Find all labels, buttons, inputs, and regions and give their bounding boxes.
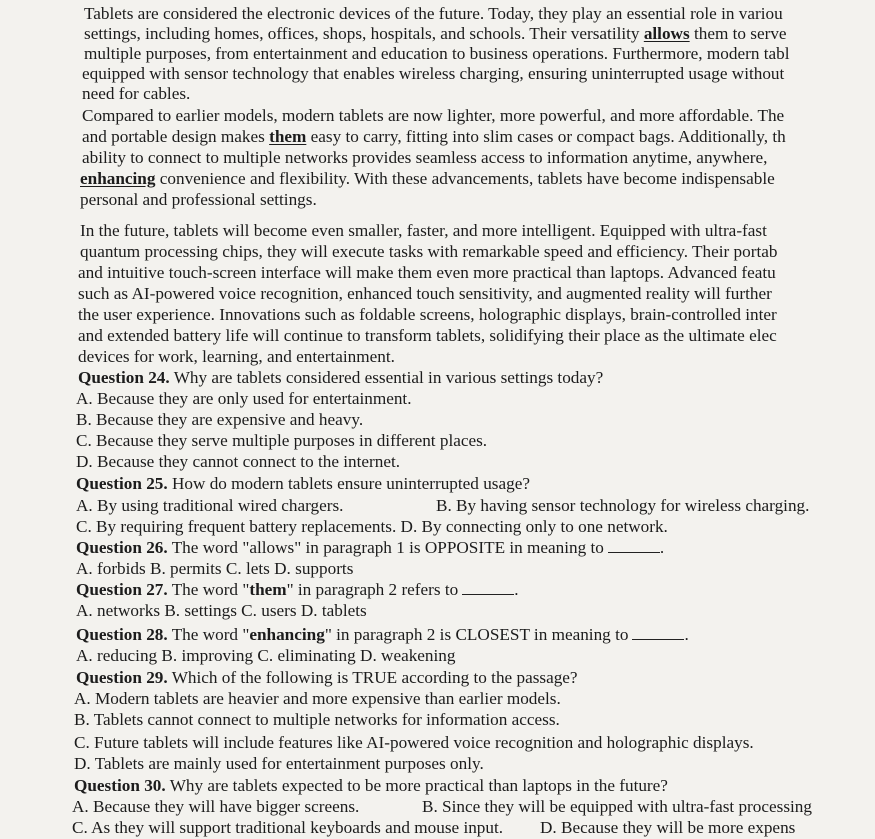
q27-options: A. networks B. settings C. users D. tablets <box>76 601 367 620</box>
p2-line-2: and portable design makes them easy to carry, fitting into slim cases or compact bags. Additionally, th <box>82 127 786 146</box>
q25-option-a: A. By using traditional wired chargers. <box>76 496 344 515</box>
p1-line-1: Tablets are considered the electronic devices of the future. Today, they play an essential role in variou <box>84 4 783 23</box>
q24-option-b: B. Because they are expensive and heavy. <box>76 410 364 429</box>
q30-option-b: B. Since they will be equipped with ultra-fast processing <box>422 797 812 816</box>
p3-line-7: devices for work, learning, and entertainment. <box>78 347 395 366</box>
q24-option-c: C. Because they serve multiple purposes in different places. <box>76 431 488 450</box>
p3-line-3: and intuitive touch-screen interface will make them even more practical than laptops. Advanced featu <box>78 263 776 282</box>
q27-stem: Question 27. The word "them" in paragraph 2 refers to . <box>76 580 519 599</box>
q30-option-a: A. Because they will have bigger screens. <box>72 797 360 816</box>
q26-options: A. forbids B. permits C. lets D. supports <box>76 559 354 578</box>
q28-options: A. reducing B. improving C. eliminating D. weakening <box>76 646 456 665</box>
p1-line-2: settings, including homes, offices, shops, hospitals, and schools. Their versatility allows them to serve <box>84 24 787 43</box>
word-them: them <box>269 127 307 146</box>
word-allows: allows <box>643 24 690 43</box>
q29-option-a: A. Modern tablets are heavier and more expensive than earlier models. <box>74 689 561 708</box>
p1-line-4: equipped with sensor technology that enables wireless charging, ensuring uninterrupted usage without <box>82 64 785 83</box>
q25-stem: Question 25. How do modern tablets ensure uninterrupted usage? <box>76 474 530 493</box>
q25-option-b: B. By having sensor technology for wireless charging. <box>436 496 810 515</box>
q24-stem: Question 24. Why are tablets considered essential in various settings today? <box>78 368 604 387</box>
q30-option-d: D. Because they will be more expens <box>540 818 796 837</box>
p2-line-5: personal and professional settings. <box>80 190 317 209</box>
q29-option-b: B. Tablets cannot connect to multiple networks for information access. <box>74 710 560 729</box>
q24-option-a: A. Because they are only used for entertainment. <box>76 389 412 408</box>
q26-stem: Question 26. The word "allows" in paragraph 1 is OPPOSITE in meaning to . <box>76 538 665 557</box>
q29-option-c: C. Future tablets will include features like AI-powered voice recognition and holographic displays. <box>74 733 754 752</box>
p3-line-5: the user experience. Innovations such as foldable screens, holographic displays, brain-controlled inter <box>78 305 777 324</box>
answer-blank <box>462 580 514 595</box>
q25-option-cd: C. By requiring frequent battery replacements. D. By connecting only to one network. <box>76 517 668 536</box>
answer-blank <box>632 625 684 640</box>
p1-line-3: multiple purposes, from entertainment and education to business operations. Furthermore, modern tabl <box>84 44 790 63</box>
p2-line-4: enhancing convenience and flexibility. With these advancements, tablets have become indispensable <box>80 169 775 188</box>
q24-option-d: D. Because they cannot connect to the internet. <box>76 452 401 471</box>
p3-line-4: such as AI-powered voice recognition, enhanced touch sensitivity, and augmented reality will further <box>78 284 772 303</box>
q30-option-c: C. As they will support traditional keyboards and mouse input. <box>72 818 504 837</box>
p2-line-1: Compared to earlier models, modern tablets are now lighter, more powerful, and more affordable. The <box>82 106 785 125</box>
answer-blank <box>608 538 660 553</box>
word-enhancing: enhancing <box>80 169 156 188</box>
q30-stem: Question 30. Why are tablets expected to be more practical than laptops in the future? <box>74 776 668 795</box>
p3-line-1: In the future, tablets will become even smaller, faster, and more intelligent. Equipped with ultra-fast <box>80 221 767 240</box>
p3-line-2: quantum processing chips, they will execute tasks with remarkable speed and efficiency. Their portab <box>80 242 778 261</box>
q28-stem: Question 28. The word "enhancing" in paragraph 2 is CLOSEST in meaning to . <box>76 625 689 644</box>
p2-line-3: ability to connect to multiple networks provides seamless access to information anytime, anywhere, <box>82 148 768 167</box>
q29-stem: Question 29. Which of the following is TRUE according to the passage? <box>76 668 578 687</box>
p3-line-6: and extended battery life will continue to transform tablets, solidifying their place as the ultimate elec <box>78 326 777 345</box>
p1-line-5: need for cables. <box>82 84 191 103</box>
q29-option-d: D. Tablets are mainly used for entertainment purposes only. <box>74 754 484 773</box>
